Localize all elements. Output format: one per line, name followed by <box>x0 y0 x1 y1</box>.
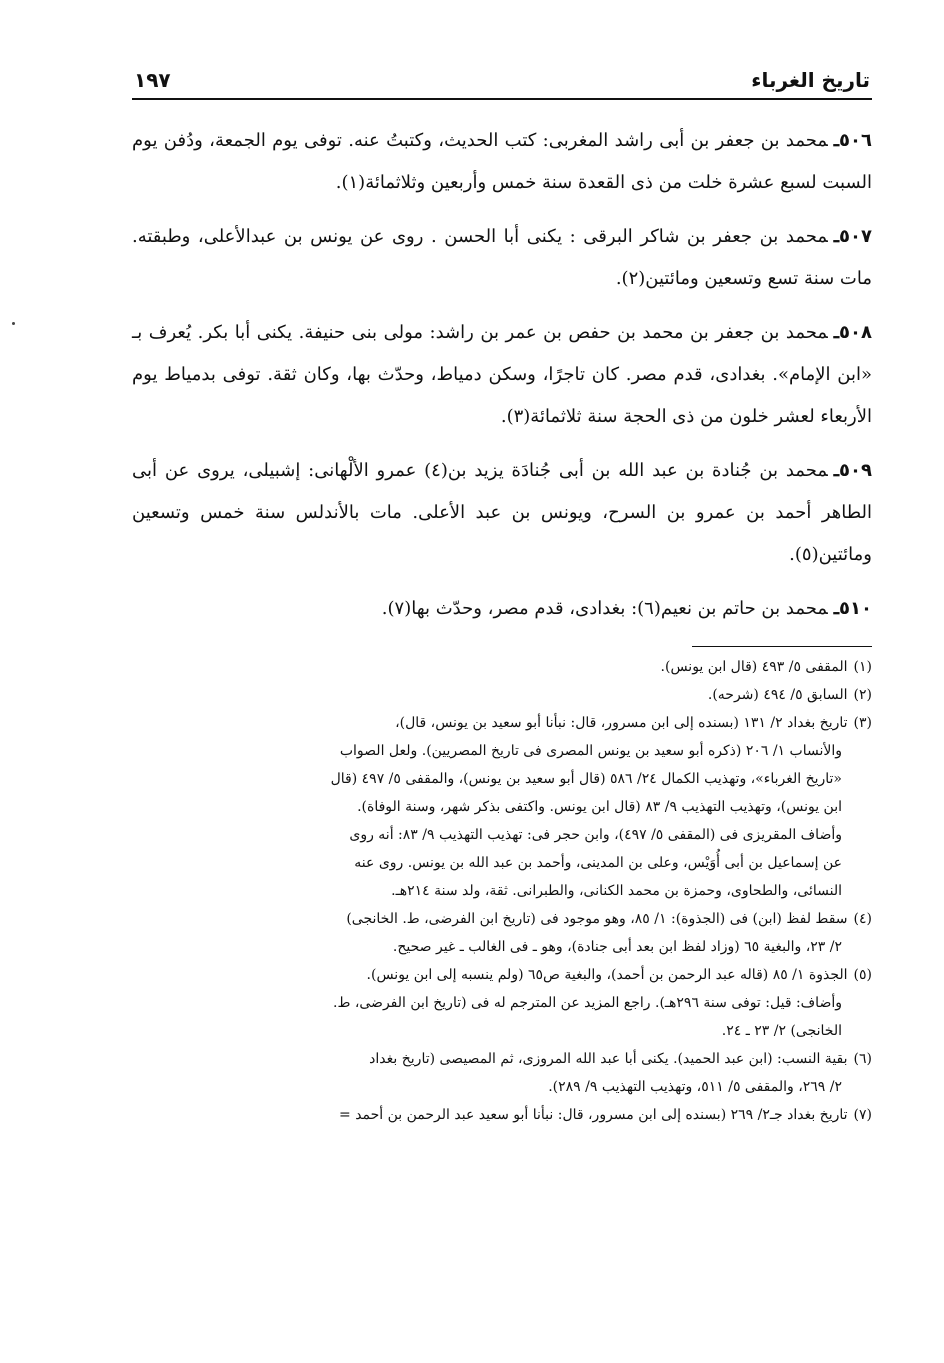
footnote-line: وأضاف: قيل: توفى سنة ٢٩٦هـ). راجع المزيد عن المترجم له فى (تاريخ ابن الفرضى، ط. <box>333 995 842 1011</box>
entry-dash: ـ <box>833 322 840 343</box>
footnote-number: (١) <box>853 659 872 675</box>
footnote-line: «تاريخ الغرباء»، وتهذيب الكمال ٢٤/ ٥٨٦ (قال أبو سعيد بن يونس)، والمقفى ٥/ ٤٩٧ (قال <box>330 771 842 787</box>
footnote-line: عن إسماعيل بن أبى أُوَيْس، وعلى بن المدينى، وأحمد بن عبد الله بن يونس. روى عنه <box>354 855 842 871</box>
entry-number: ٥٠٩ <box>839 460 872 481</box>
footnote-line: ٢/ ٢٣، والبغية ٦٥ (وزاد لفظ ابن بعد أبى جنادة)، وهو ـ فى الغالب ـ غير صحيح. <box>392 939 842 955</box>
entry-dash: ـ <box>833 226 840 247</box>
footnote-number: (٤) <box>853 911 872 927</box>
footnote-6 <box>132 1045 872 1101</box>
footnote-line: السابق ٥/ ٤٩٤ (شرحه). <box>707 687 848 703</box>
footnote-5 <box>132 961 872 1045</box>
footnote-7 <box>132 1101 872 1129</box>
entry-510 <box>132 588 872 630</box>
footnote-divider <box>692 646 872 647</box>
running-header <box>132 58 872 96</box>
footnote-line: الخانجى) ٢/ ٢٣ ـ ٢٤. <box>721 1023 842 1039</box>
book-page <box>132 58 872 1129</box>
entry-507 <box>132 216 872 300</box>
entry-text: محمد بن حاتم بن نعيم(٦): بغدادى، قدم مصر، وحدّث بها(٧). <box>381 598 828 619</box>
entry-dash: ـ <box>833 130 840 151</box>
footnote-line: تاريخ بغداد ٢/ ١٣١ (بسنده إلى ابن مسرور، قال: نبأنا أبو سعيد بن يونس، قال)، <box>395 715 848 731</box>
footnotes <box>132 653 872 1129</box>
footnote-number: (٢) <box>853 687 872 703</box>
entry-508 <box>132 312 872 438</box>
footnote-line: تاريخ بغداد جـ٢/ ٢٦٩ (بسنده إلى ابن مسرور، قال: نبأنا أبو سعيد عبد الرحمن بن أحمد = <box>339 1107 848 1123</box>
entry-number: ٥١٠ <box>839 598 872 619</box>
entry-text: محمد بن جعفر بن محمد بن حفص بن عمر بن راشد: مولى بنى حنيفة. يكنى أبا بكر. يُعرف بـ «ابن الإمام». بغدادى، قدم مصر. كان تاجرًا، وسكن دمياط، وحدّث بها، وكان ثقة. توفى بدمياط يوم الأربعاء لعشر خلون من ذى الحجة سنة ثلاثمائة(٣). <box>132 322 873 427</box>
entry-number: ٥٠٦ <box>839 130 872 151</box>
entry-number: ٥٠٨ <box>839 322 872 343</box>
footnote-3 <box>132 709 872 905</box>
footnote-1 <box>132 653 872 681</box>
footnote-number: (٦) <box>853 1051 872 1067</box>
entry-506 <box>132 120 872 204</box>
entry-text: محمد بن جعفر بن شاكر البرقى : يكنى أبا الحسن . روى عن يونس بن عبدالأعلى، وطبقته. مات سنة تسع وتسعين ومائتين(٢). <box>132 226 872 289</box>
footnote-2 <box>132 681 872 709</box>
footnote-line: الجذوة ١/ ٨٥ (قاله عبد الرحمن بن أحمد)، والبغية ص٦٥ (ولم ينسبه إلى ابن يونس). <box>366 967 848 983</box>
footnote-line: المقفى ٥/ ٤٩٣ (قال ابن يونس). <box>660 659 848 675</box>
footnote-line: ابن يونس)، وتهذيب التهذيب ٩/ ٨٣ (قال ابن يونس. واكتفى بذكر شهر، وسنة الوفاة). <box>357 799 842 815</box>
footnote-line: وأضاف المقريزى فى (المقفى ٥/ ٤٩٧)، وابن حجر فى: تهذيب التهذيب ٩/ ٨٣: أنه روى <box>349 827 842 843</box>
scan-speck <box>12 322 15 325</box>
footnote-number: (٧) <box>853 1107 872 1123</box>
footnote-number: (٣) <box>853 715 872 731</box>
book-title: تاريخ الغرباء <box>751 68 870 92</box>
entry-number: ٥٠٧ <box>839 226 872 247</box>
entry-text: محمد بن جعفر بن أبى راشد المغربى: كتب الحديث، وكتبتُ عنه. توفى يوم الجمعة، ودُفن يوم السبت لسبع عشرة خلت من ذى القعدة سنة خمس وأربعين وثلاثمائة(١). <box>132 130 872 193</box>
footnote-line: النسائى، والطحاوى، وحمزة بن محمد الكنانى، والطبرانى. ثقة، ولد سنة ٢١٤هـ. <box>391 883 842 899</box>
footnote-line: بقية النسب: (ابن عبد الحميد). يكنى أبا عبد الله المروزى، ثم المصيصى (تاريخ بغداد <box>369 1051 848 1067</box>
page-number: ١٩٧ <box>134 68 171 92</box>
footnote-number: (٥) <box>853 967 872 983</box>
footnote-line: ٢/ ٢٦٩، والمقفى ٥/ ٥١١، وتهذيب التهذيب ٩/ ٢٨٩). <box>548 1079 842 1095</box>
entry-dash: ـ <box>833 598 840 619</box>
entry-509 <box>132 450 872 576</box>
footnote-line: والأنساب ١/ ٢٠٦ (ذكره أبو سعيد بن يونس المصرى فى تاريخ المصريين). ولعل الصواب <box>339 743 842 759</box>
biography-entries <box>132 120 872 630</box>
footnote-line: سقط لفظ (ابن) فى (الجذوة): ١/ ٨٥، وهو موجود فى (تاريخ ابن الفرضى، ط. الخانجى) <box>346 911 848 927</box>
entry-dash: ـ <box>833 460 840 481</box>
entry-text: محمد بن جُنادة بن عبد الله بن أبى جُنادَة يزيد بن(٤) عمرو الألْهانى: إشبيلى، يروى عن أبى الطاهر أحمد بن عمرو بن السرح، ويونس بن عبد الأعلى. مات بالأندلس سنة خمس وتسعين ومائتين(٥). <box>132 460 872 565</box>
footnote-4 <box>132 905 872 961</box>
header-divider <box>132 98 872 100</box>
